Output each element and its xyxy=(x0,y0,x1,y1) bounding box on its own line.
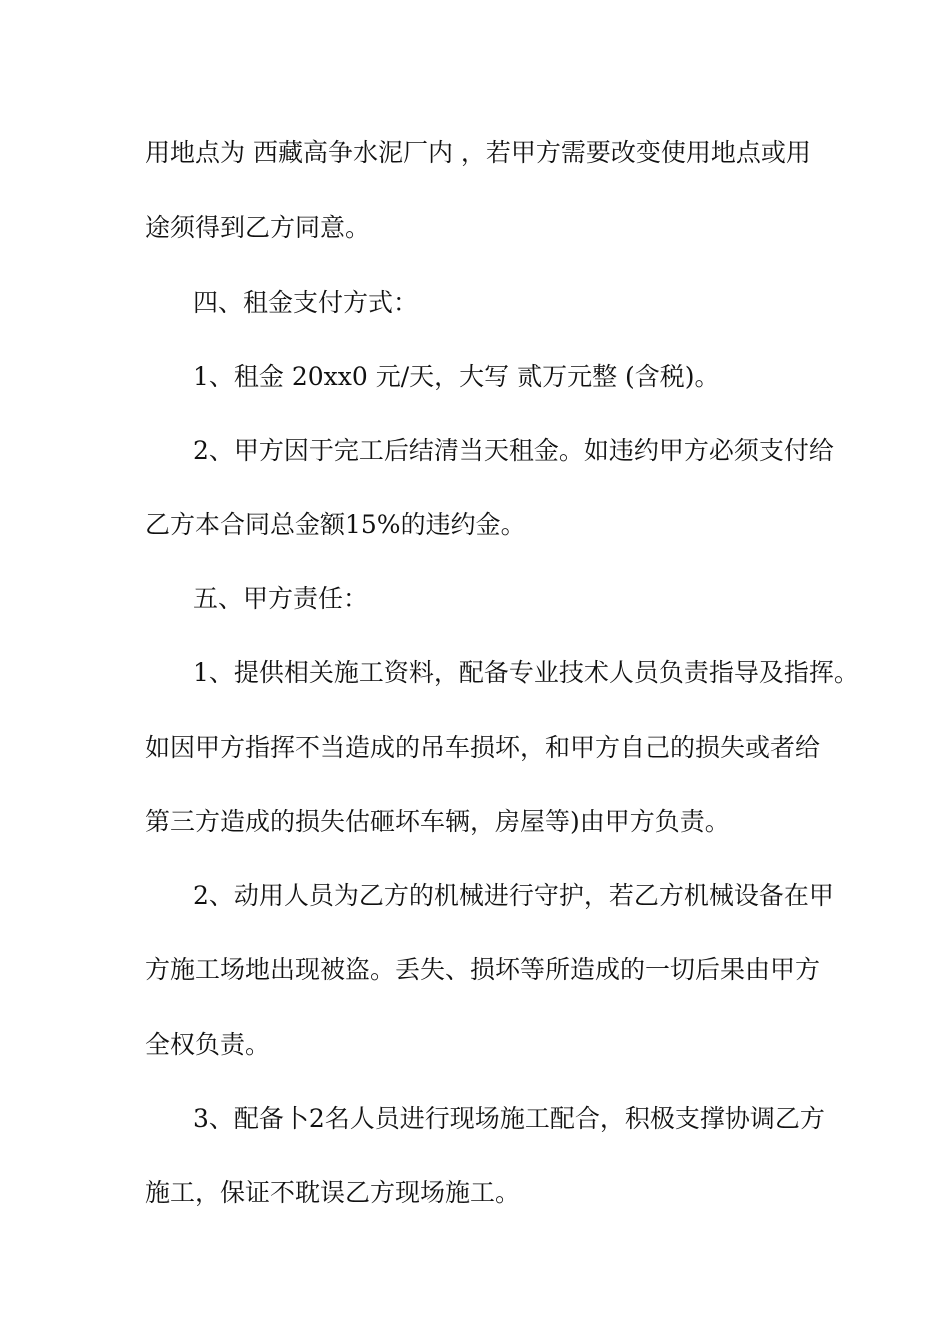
text-line-12: 方施工场地出现被盗。丢失、损坏等所造成的一切后果由甲方 xyxy=(145,955,821,984)
text-line-6: 乙方本合同总金额15%的违约金。 xyxy=(145,510,526,539)
text-line-2: 途须得到乙方同意。 xyxy=(145,213,371,242)
text-line-10: 第三方造成的损失估砸坏车辆，房屋等)由甲方负责。 xyxy=(145,807,730,836)
text-line-1: 用地点为 西藏高争水泥厂内 ，若甲方需要改变使用地点或用 xyxy=(145,138,811,167)
section-heading-rent-payment: 四、租金支付方式： xyxy=(193,288,419,317)
text-line-15: 施工，保证不耽误乙方现场施工。 xyxy=(145,1178,521,1207)
text-line-9: 如因甲方指挥不当造成的吊车损坏，和甲方自己的损失或者给 xyxy=(145,733,821,762)
section-heading-party-a-duties: 五、甲方责任： xyxy=(193,584,369,613)
text-line-13: 全权负责。 xyxy=(145,1030,271,1059)
text-line-14: 3、配备卜2名人员进行现场施工配合，积极支撑协调乙方 xyxy=(193,1104,825,1133)
text-line-5: 2、甲方因于完工后结清当天租金。如违约甲方必须支付给 xyxy=(193,436,834,465)
text-line-11: 2、动用人员为乙方的机械进行守护，若乙方机械设备在甲 xyxy=(193,881,834,910)
text-line-4: 1、租金 20xx0 元/天，大写 贰万元整 (含税)。 xyxy=(193,362,720,391)
text-line-8: 1、提供相关施工资料，配备专业技术人员负责指导及指挥。 xyxy=(193,658,859,687)
